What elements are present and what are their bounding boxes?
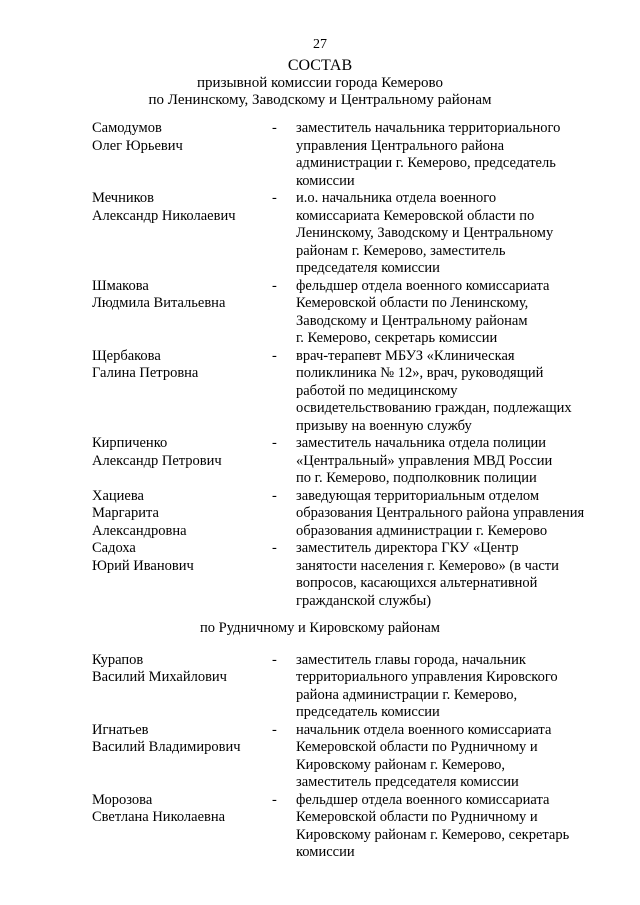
member-name-line: Василий Михайлович: [92, 669, 227, 685]
member-role: [296, 540, 606, 610]
member-role-line: комиссариата Кемеровской области по: [296, 207, 535, 224]
member-role-line: Кемеровской области по Ленинскому,: [296, 295, 529, 311]
dash-separator: -: [272, 791, 277, 808]
member-name-line: Щербакова: [92, 347, 161, 364]
member-name-line: Александр Петрович: [92, 452, 222, 469]
member-role-line: освидетельствованию граждан, подлежащих: [296, 400, 572, 416]
member-role-line: работой по медицинскому: [296, 382, 458, 399]
member-role: [296, 652, 606, 722]
member-role-line: Кировскому районам г. Кемерово, секретарь: [296, 826, 570, 843]
member-role-line: вопросов, касающихся альтернативной: [296, 575, 538, 591]
section-heading-rudnichny-kirovsky: по Рудничному и Кировскому районам: [200, 620, 440, 636]
document-heading: [0, 56, 640, 109]
dash-separator: -: [272, 487, 277, 504]
dash-separator: -: [272, 721, 277, 738]
member-name: [92, 488, 272, 541]
member-role-line: Кемеровской области по Рудничному и: [296, 739, 538, 755]
member-name-line: Хациева: [92, 487, 144, 504]
member-role-line: председатель комиссии: [296, 704, 440, 720]
member-role-line: Ленинскому, Заводскому и Центральному: [296, 225, 554, 241]
member-role-line: занятости населения г. Кемерово» (в части: [296, 557, 559, 574]
section-rudnichny-kirovsky: [92, 652, 612, 862]
member-entry: [92, 278, 612, 348]
member-role: [296, 488, 606, 541]
member-name-line: Курапов: [92, 651, 144, 668]
member-entry: [92, 435, 612, 488]
member-role-line: заместитель начальника территориального: [296, 120, 561, 136]
member-entry: [92, 190, 612, 278]
member-name-line: Садоха: [92, 540, 136, 556]
dash-separator: -: [272, 347, 277, 364]
member-entry: [92, 652, 612, 722]
member-role-line: поликлиника № 12», врач, руководящий: [296, 365, 544, 381]
member-name-line: Галина Петровна: [92, 365, 199, 381]
member-role-line: председателя комиссии: [296, 260, 440, 276]
member-name: [92, 722, 272, 792]
member-role-line: фельдшер отдела военного комиссариата: [296, 791, 550, 808]
member-entry: [92, 488, 612, 541]
member-role-line: врач-терапевт МБУЗ «Клиническая: [296, 347, 515, 364]
member-name-line: Маргарита: [92, 505, 159, 521]
member-role-line: территориального управления Кировского: [296, 669, 558, 685]
member-name-line: Александр Николаевич: [92, 207, 236, 224]
member-entry: [92, 348, 612, 436]
member-role-line: по г. Кемерово, подполковник полиции: [296, 470, 537, 486]
section-leninsky-zavodsky-central: [92, 120, 612, 610]
member-name: [92, 652, 272, 722]
member-role-line: администрации г. Кемерово, председатель: [296, 155, 556, 171]
member-role: [296, 278, 606, 348]
member-name-line: Олег Юрьевич: [92, 137, 183, 154]
member-name-line: Самодумов: [92, 120, 162, 136]
member-role-line: заместитель начальника отдела полиции: [296, 435, 547, 451]
member-role: [296, 435, 606, 488]
member-role-line: комиссии: [296, 172, 355, 189]
member-role: [296, 190, 606, 278]
member-role: [296, 348, 606, 436]
member-name: [92, 120, 272, 190]
member-role-line: Кировскому районам г. Кемерово,: [296, 756, 506, 773]
member-name-line: Морозова: [92, 791, 153, 808]
document-title: СОСТАВ: [287, 57, 353, 74]
dash-separator: -: [272, 435, 277, 451]
dash-separator: -: [272, 190, 277, 206]
member-entry: [92, 120, 612, 190]
member-role-line: начальник отдела военного комиссариата: [296, 721, 552, 738]
member-name-line: Людмила Витальевна: [92, 295, 226, 311]
member-role-line: фельдшер отдела военного комиссариата: [296, 277, 550, 294]
member-name: [92, 278, 272, 348]
member-role: [296, 792, 606, 862]
page-number: 27: [313, 37, 327, 52]
member-role-line: образования Центрального района управления: [296, 505, 585, 521]
dash-separator: -: [272, 540, 277, 556]
member-role-line: заместитель председателя комиссии: [296, 774, 519, 790]
member-role-line: районам г. Кемерово, заместитель: [296, 242, 506, 259]
member-name-line: Игнатьев: [92, 721, 149, 738]
member-role-line: заместитель главы города, начальник: [296, 651, 526, 668]
dash-separator: -: [272, 120, 277, 136]
member-name-line: Александровна: [92, 522, 187, 539]
member-role-line: района администрации г. Кемерово,: [296, 686, 518, 703]
member-name-line: Кирпиченко: [92, 435, 168, 451]
dash-separator: -: [272, 651, 277, 668]
member-role-line: «Центральный» управления МВД России: [296, 452, 553, 469]
member-name-line: Шмакова: [92, 277, 149, 294]
member-name-line: Мечников: [92, 190, 154, 206]
member-name-line: Светлана Николаевна: [92, 809, 226, 825]
member-role-line: заместитель директора ГКУ «Центр: [296, 540, 519, 556]
member-name: [92, 435, 272, 488]
member-role: [296, 722, 606, 792]
member-entry: [92, 792, 612, 862]
member-role-line: комиссии: [296, 844, 355, 860]
member-role-line: Заводскому и Центральному районам: [296, 312, 528, 329]
member-entry: [92, 722, 612, 792]
member-role-line: управления Центрального района: [296, 137, 505, 154]
member-role-line: образования администрации г. Кемерово: [296, 522, 548, 539]
member-role-line: заведующая территориальным отделом: [296, 487, 540, 504]
member-name-line: Василий Владимирович: [92, 739, 241, 755]
document-subtitle-line: призывной комиссии города Кемерово: [197, 75, 443, 91]
member-role-line: и.о. начальника отдела военного: [296, 190, 497, 206]
member-name: [92, 540, 272, 610]
document-subtitle-line: по Ленинскому, Заводскому и Центральному районам: [148, 92, 492, 108]
member-role-line: призыву на военную службу: [296, 417, 472, 434]
member-role-line: Кемеровской области по Рудничному и: [296, 809, 538, 825]
member-role-line: гражданской службы): [296, 592, 432, 609]
dash-separator: -: [272, 277, 277, 294]
member-name: [92, 792, 272, 862]
member-name: [92, 348, 272, 436]
member-role: [296, 120, 606, 190]
member-name-line: Юрий Иванович: [92, 557, 194, 574]
member-role-line: г. Кемерово, секретарь комиссии: [296, 330, 498, 346]
member-name: [92, 190, 272, 278]
commission-list: [92, 120, 612, 862]
member-entry: [92, 540, 612, 610]
